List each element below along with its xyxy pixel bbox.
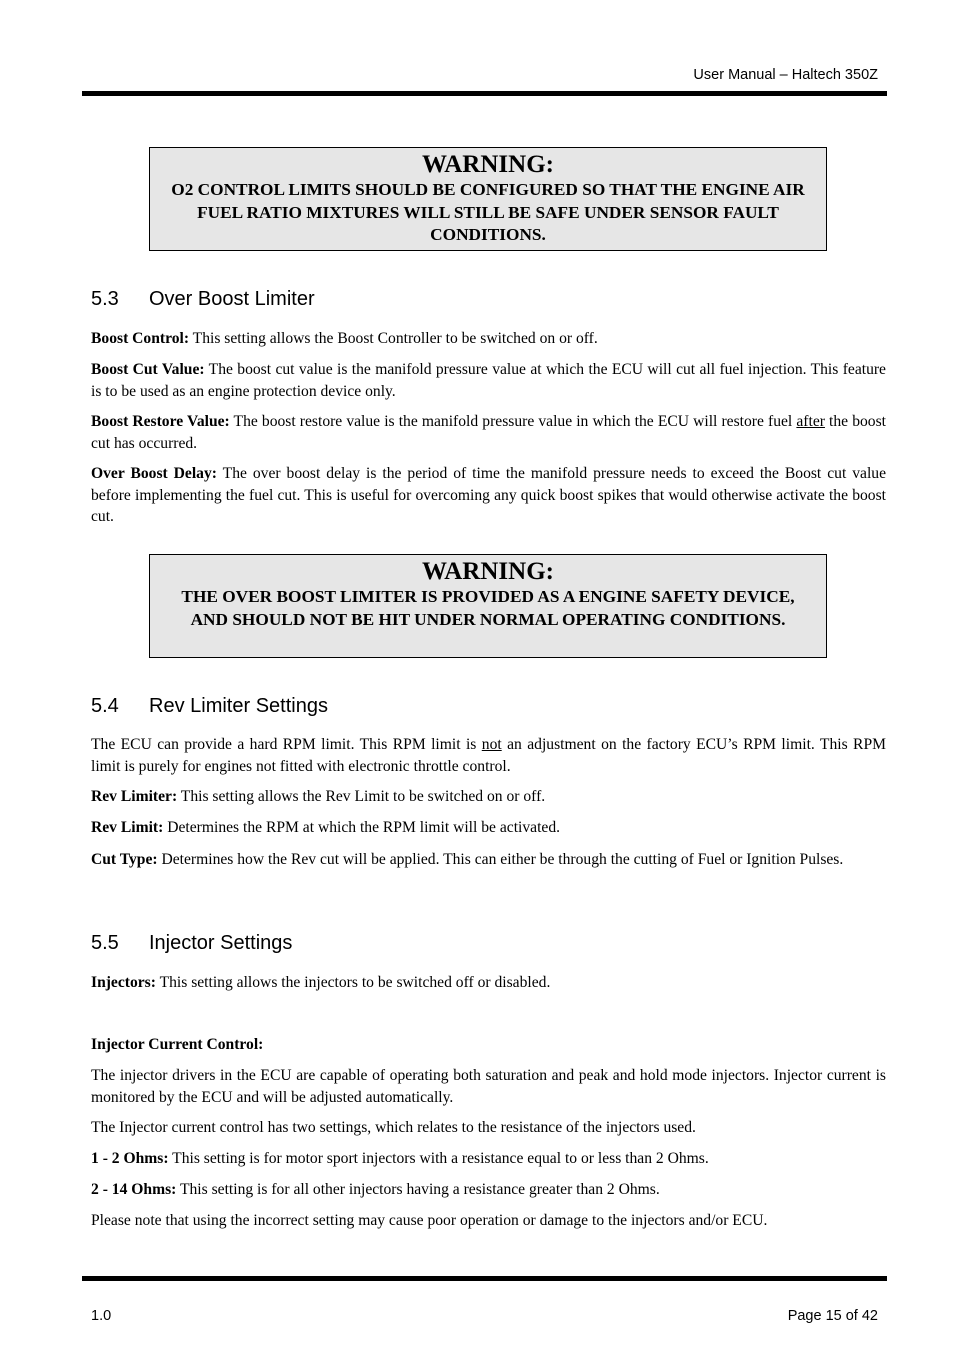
term-text: Determines the RPM at which the RPM limit will be activated. xyxy=(163,819,561,836)
header-rule xyxy=(82,91,887,96)
warning-text: O2 CONTROL LIMITS SHOULD BE CONFIGURED SO THAT THE ENGINE AIR FUEL RATIO MIXTURES WILL STILL BE SAFE UNDER SENSOR FAULT CONDITIONS. xyxy=(171,180,805,245)
term-text: The ECU can provide a hard RPM limit. This RPM limit is xyxy=(91,736,482,753)
term-label: Boost Restore Value: xyxy=(91,413,230,430)
warning-box-o2 xyxy=(149,147,827,251)
paragraph-boost-cut-value xyxy=(91,359,886,402)
paragraph-rev-limit xyxy=(91,817,886,839)
term-text: This setting allows the injectors to be switched off or disabled. xyxy=(155,974,551,991)
paragraph-two-settings xyxy=(91,1117,886,1139)
paragraph-text: The injector drivers in the ECU are capable of operating both saturation and peak and hold mode injectors. Injector current is monitored by the ECU and will be adjusted automatically. xyxy=(91,1067,886,1106)
page-header-title: User Manual – Haltech 350Z xyxy=(693,67,878,83)
subheading-text: Injector Current Control: xyxy=(91,1036,264,1053)
section-number: 5.5 xyxy=(91,932,119,954)
paragraph-boost-control xyxy=(91,328,886,350)
term-text: This setting allows the Boost Controller to be switched on or off. xyxy=(189,330,598,347)
paragraph-injector-drivers xyxy=(91,1065,886,1108)
term-label: Injectors: xyxy=(91,974,156,991)
term-label: Rev Limit: xyxy=(91,819,164,836)
term-text: This setting allows the Rev Limit to be switched on or off. xyxy=(177,788,546,805)
warning-title: WARNING: xyxy=(422,558,554,585)
emphasis-not: not xyxy=(481,736,502,753)
term-text: the boost cut has occurred. xyxy=(91,413,886,452)
section-heading-injector-settings xyxy=(91,932,292,955)
term-text: This setting is for motor sport injectors with a resistance equal to or less than 2 Ohms. xyxy=(168,1150,709,1167)
section-title: Injector Settings xyxy=(149,932,293,954)
term-label: Cut Type: xyxy=(91,851,158,868)
term-text: This setting is for all other injectors having a resistance greater than 2 Ohms. xyxy=(176,1181,660,1198)
warning-title: WARNING: xyxy=(422,151,554,178)
paragraph-over-boost-delay xyxy=(91,463,886,528)
paragraph-rev-limiter xyxy=(91,786,886,808)
term-text: The boost restore value is the manifold pressure value in which the ECU will restore fuel xyxy=(229,413,797,430)
paragraph-low-ohm xyxy=(91,1148,886,1170)
paragraph-high-ohm xyxy=(91,1179,886,1201)
paragraph-note xyxy=(91,1210,886,1232)
paragraph-rev-intro xyxy=(91,734,886,777)
emphasis-after: after xyxy=(796,413,825,430)
section-title: Over Boost Limiter xyxy=(149,288,315,310)
term-text: The over boost delay is the period of time the manifold pressure needs to exceed the Boost cut value before implementing the fuel cut. This is useful for overcoming any quick boost spikes that would otherwise activate the boost cut. xyxy=(91,465,887,526)
paragraph-boost-restore-value xyxy=(91,411,886,454)
paragraph-cut-type xyxy=(91,849,886,871)
term-label: Boost Cut Value: xyxy=(91,361,205,378)
term-label: Rev Limiter: xyxy=(91,788,178,805)
section-number: 5.4 xyxy=(91,695,119,717)
term-text: an adjustment on the factory ECU’s RPM limit. This RPM limit is purely for engines not fitted with electronic throttle control. xyxy=(91,736,886,775)
footer-version: 1.0 xyxy=(91,1308,112,1324)
term-label: 1 - 2 Ohms: xyxy=(91,1150,169,1167)
subheading-injector-current-control xyxy=(91,1034,886,1056)
term-label: 2 - 14 Ohms: xyxy=(91,1181,177,1198)
section-heading-rev-limiter-settings xyxy=(91,695,328,718)
term-label: Boost Control: xyxy=(91,330,190,347)
term-label: Over Boost Delay: xyxy=(91,465,217,482)
paragraph-text: The Injector current control has two settings, which relates to the resistance of the injectors used. xyxy=(91,1119,696,1136)
paragraph-text: Please note that using the incorrect setting may cause poor operation or damage to the injectors and/or ECU. xyxy=(91,1212,768,1229)
footer-page-number: Page 15 of 42 xyxy=(787,1308,878,1324)
section-heading-over-boost-limiter xyxy=(91,288,315,311)
footer-rule xyxy=(82,1276,887,1281)
term-text: Determines how the Rev cut will be applied. This can either be through the cutting of Fuel or Ignition Pulses. xyxy=(157,851,844,868)
section-title: Rev Limiter Settings xyxy=(149,695,328,717)
paragraph-injectors xyxy=(91,972,886,994)
section-number: 5.3 xyxy=(91,288,119,310)
term-text: The boost cut value is the manifold pressure value at which the ECU will cut all fuel injection. This feature is to be used as an engine protection device only. xyxy=(91,361,886,400)
warning-text: THE OVER BOOST LIMITER IS PROVIDED AS A ENGINE SAFETY DEVICE, AND SHOULD NOT BE HIT UNDER NORMAL OPERATING CONDITIONS. xyxy=(181,587,795,629)
warning-box-over-boost xyxy=(149,554,827,658)
